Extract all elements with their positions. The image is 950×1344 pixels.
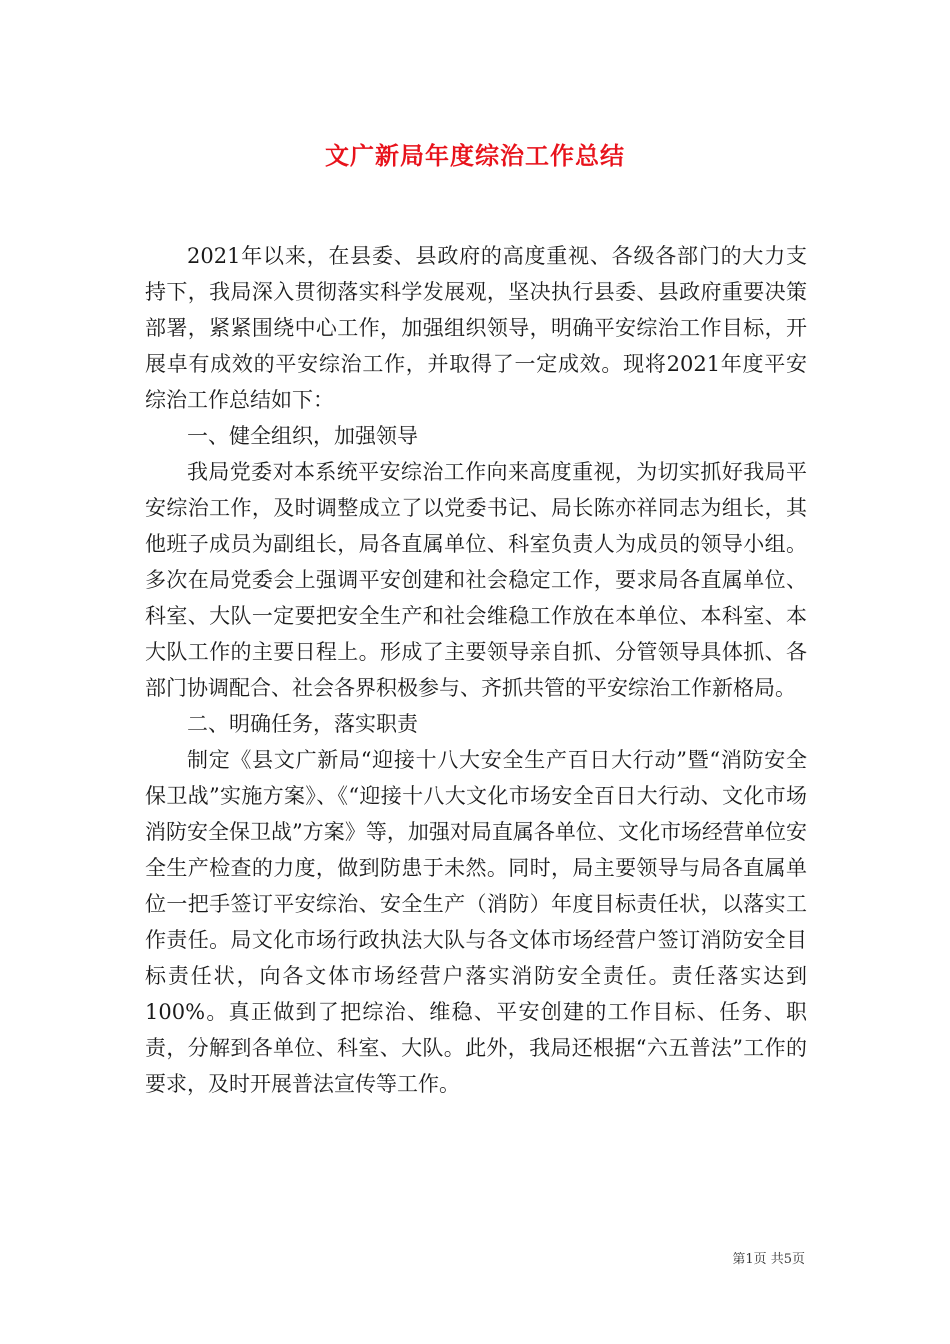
page-number: 第1页 共5页 [732, 1252, 805, 1267]
section-paragraph-2: 制定《县文广新局“迎接十八大安全生产百日大行动”暨“消防安全保卫战”实施方案》、《“迎接十八大文化市场安全百日大行动、文化市场消防安全保卫战”方案》等，加强对局直属各单位、文化市场经营单位安全生产检查的力度，做到防患于未然。同时，局主要领导与局各直属单位一把手签订平安综治、安全生产（消防）年度目标责任状，以落实工作责任。局文化市场行政执法大队与各文体市场经营户签订消防安全目标责任状，向各文体市场经营户落实消防安全责任。责任落实达到100%。真正做到了把综治、维稳、平安创建的工作目标、任务、职责，分解到各单位、科室、大队。此外，我局还根据“六五普法”工作的要求，及时开展普法宣传等工作。 [145, 748, 807, 1096]
section-heading-2: 二、明确任务，落实职责 [187, 712, 418, 736]
document-title: 文广新局年度综治工作总结 [325, 141, 625, 170]
document-body [145, 238, 807, 1102]
section-paragraph-1: 我局党委对本系统平安综治工作向来高度重视，为切实抓好我局平安综治工作，及时调整成立了以党委书记、局长陈亦祥同志为组长，其他班子成员为副组长，局各直属单位、科室负责人为成员的领导小组。多次在局党委会上强调平安创建和社会稳定工作，要求局各直属单位、科室、大队一定要把安全生产和社会维稳工作放在本单位、本科室、本大队工作的主要日程上。形成了主要领导亲自抓、分管领导具体抓、各部门协调配合、社会各界积极参与、齐抓共管的平安综治工作新格局。 [145, 460, 807, 700]
section-heading-1: 一、健全组织，加强领导 [187, 424, 418, 448]
intro-paragraph: 2021年以来，在县委、县政府的高度重视、各级各部门的大力支持下，我局深入贯彻落实科学发展观，坚决执行县委、县政府重要决策部署，紧紧围绕中心工作，加强组织领导，明确平安综治工作目标，开展卓有成效的平安综治工作，并取得了一定成效。现将2021年度平安综治工作总结如下： [145, 244, 807, 412]
